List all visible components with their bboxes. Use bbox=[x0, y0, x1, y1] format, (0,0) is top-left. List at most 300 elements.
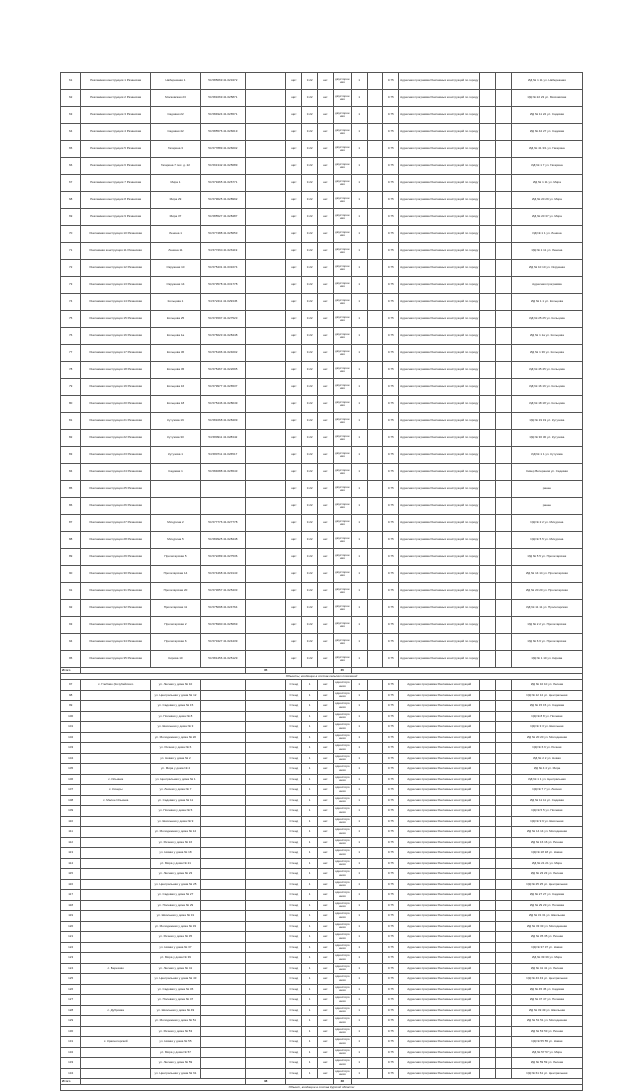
area-cell: 1 bbox=[302, 785, 318, 796]
empty-cell bbox=[496, 1037, 512, 1048]
light-cell: нет bbox=[318, 209, 334, 226]
empty-cell bbox=[496, 243, 512, 260]
description-cell: Адресная программа Рекламных конструкций bbox=[399, 911, 480, 922]
count-cell: 1 bbox=[351, 481, 367, 498]
empty-cell bbox=[480, 277, 496, 294]
type-cell: щит bbox=[286, 396, 302, 413]
light-cell: нет bbox=[318, 827, 334, 838]
description-cell: Адресная программа Рекламных конструкций по городу bbox=[399, 600, 480, 617]
sides-cell: двусторонняя bbox=[333, 413, 351, 430]
type-cell: Стенд bbox=[286, 1026, 302, 1037]
table-row bbox=[61, 396, 583, 413]
document-cell: ИД № 41 41 ул. Лесная bbox=[511, 963, 582, 974]
size-cell: 0.75 bbox=[383, 1058, 399, 1069]
empty-cell bbox=[367, 515, 383, 532]
empty-cell bbox=[496, 995, 512, 1006]
location-cell: с. Кочеры bbox=[81, 785, 151, 796]
document-cell: ИД № 16 16 ул. Речная bbox=[511, 837, 582, 848]
description-cell: Адресная программа Рекламных конструкций по городу bbox=[399, 515, 480, 532]
size-cell: 0.75 bbox=[383, 932, 399, 943]
empty-cell bbox=[245, 900, 286, 911]
empty-cell bbox=[496, 984, 512, 995]
size-cell: 0.75 bbox=[383, 795, 399, 806]
sides-cell: односторонняя bbox=[333, 974, 351, 985]
row-number: 105 bbox=[61, 764, 81, 775]
location-cell: Рекламная конструкция 15 Рязанская bbox=[81, 311, 151, 328]
address-cell: Кольцова 18 bbox=[151, 396, 201, 413]
empty-cell bbox=[367, 158, 383, 175]
document-cell: ИД № 18 18 ул. Кольцова bbox=[511, 396, 582, 413]
location-cell bbox=[81, 764, 151, 775]
address-cell: ул. Речная у дома № 53 bbox=[151, 1026, 201, 1037]
size-cell: 0.75 bbox=[383, 481, 399, 498]
area-cell: 3.22 bbox=[302, 328, 318, 345]
address-cell: Кольцова 1 bbox=[151, 294, 201, 311]
document-cell: ИД № 19 19 ул. Кутузова bbox=[511, 413, 582, 430]
table-row bbox=[61, 73, 583, 90]
count-cell: 1 bbox=[351, 1026, 367, 1037]
document-cell: ИД № 61 61 ул. Центральная bbox=[511, 1068, 582, 1079]
address-cell: Кольцова 36 bbox=[151, 345, 201, 362]
empty-cell bbox=[480, 447, 496, 464]
empty-cell bbox=[367, 869, 383, 880]
area-cell: 1 bbox=[302, 890, 318, 901]
sides-cell: односторонняя bbox=[333, 984, 351, 995]
area-cell: 1 bbox=[302, 711, 318, 722]
empty-cell bbox=[367, 753, 383, 764]
empty-cell bbox=[480, 464, 496, 481]
empty-cell bbox=[496, 481, 512, 498]
table-row bbox=[61, 226, 583, 243]
coordinates-cell: 54.581668 41.028409 bbox=[200, 413, 245, 430]
type-cell: Стенд bbox=[286, 953, 302, 964]
size-cell: 0.75 bbox=[383, 1005, 399, 1016]
row-number: 71 bbox=[61, 243, 81, 260]
sides-cell: двусторонняя bbox=[333, 243, 351, 260]
light-cell: нет bbox=[318, 1068, 334, 1079]
location-cell bbox=[81, 816, 151, 827]
light-cell: нет bbox=[318, 743, 334, 754]
empty-cell bbox=[480, 328, 496, 345]
document-cell: ИД № 1 1 ул. Кутузова bbox=[511, 447, 582, 464]
type-cell: щит bbox=[286, 124, 302, 141]
count-cell: 1 bbox=[351, 764, 367, 775]
document-cell: ИД № 33 33 ул. Молодежная bbox=[511, 921, 582, 932]
empty-cell bbox=[480, 1016, 496, 1027]
light-cell: нет bbox=[318, 711, 334, 722]
coordinates-cell bbox=[200, 921, 245, 932]
location-cell: Рекламная конструкция 20 Рязанская bbox=[81, 396, 151, 413]
area-cell: 1 bbox=[302, 816, 318, 827]
empty-cell bbox=[245, 774, 286, 785]
table-row bbox=[61, 837, 583, 848]
description-cell: Адресная программа Рекламных конструкций bbox=[399, 753, 480, 764]
type-cell: Стенд bbox=[286, 711, 302, 722]
sides-cell: односторонняя bbox=[333, 932, 351, 943]
empty-cell bbox=[367, 953, 383, 964]
empty-cell bbox=[367, 651, 383, 668]
type-cell: Стенд bbox=[286, 806, 302, 817]
size-cell: 0.75 bbox=[383, 345, 399, 362]
address-cell: ул. Лесная у дома № 41 bbox=[151, 963, 201, 974]
document-cell: ИД № 25 25 ул. Центральная bbox=[511, 879, 582, 890]
sides-cell: двусторонняя bbox=[333, 294, 351, 311]
description-cell: Адресная программа Рекламных конструкций по городу bbox=[399, 566, 480, 583]
table-row bbox=[61, 743, 583, 754]
count-cell: 1 bbox=[351, 158, 367, 175]
location-cell: с. Глебово (Кочубейского bbox=[81, 680, 151, 691]
empty-cell bbox=[245, 345, 286, 362]
document-cell: ИД № 6 6 ул. Речная bbox=[511, 743, 582, 754]
empty-cell bbox=[245, 1005, 286, 1016]
document-cell: ИД № 5 5 ул. Пролетарская bbox=[511, 549, 582, 566]
empty-cell bbox=[245, 848, 286, 859]
table-row bbox=[61, 141, 583, 158]
location-cell bbox=[81, 743, 151, 754]
sides-cell: двусторонняя bbox=[333, 90, 351, 107]
coordinates-cell: 54.577264 41.026119 bbox=[200, 243, 245, 260]
empty-cell bbox=[245, 795, 286, 806]
location-cell bbox=[81, 900, 151, 911]
type-cell: Стенд bbox=[286, 1058, 302, 1069]
count-cell: 1 bbox=[351, 413, 367, 430]
coordinates-cell bbox=[200, 984, 245, 995]
location-cell: Рекламная конструкция 14 Рязанская bbox=[81, 294, 151, 311]
row-number: 79 bbox=[61, 379, 81, 396]
location-cell bbox=[81, 995, 151, 1006]
empty-cell bbox=[496, 743, 512, 754]
count-cell: 1 bbox=[351, 532, 367, 549]
description-cell: Адресная программа Рекламных конструкций bbox=[399, 827, 480, 838]
coordinates-cell: 54.573427 41.024439 bbox=[200, 634, 245, 651]
empty-cell bbox=[480, 806, 496, 817]
description-cell: Адресная программа Рекламных конструкций bbox=[399, 942, 480, 953]
area-cell: 3.22 bbox=[302, 277, 318, 294]
empty-cell bbox=[245, 879, 286, 890]
address-cell: ул. Лесная у дома № 10 bbox=[151, 680, 201, 691]
empty-cell bbox=[480, 984, 496, 995]
table-row bbox=[61, 1068, 583, 1079]
sides-cell: двусторонняя bbox=[333, 617, 351, 634]
coordinates-cell bbox=[200, 932, 245, 943]
area-cell: 3.22 bbox=[302, 243, 318, 260]
count-cell: 1 bbox=[351, 294, 367, 311]
sides-cell: односторонняя bbox=[333, 1005, 351, 1016]
size-cell: 0.75 bbox=[383, 277, 399, 294]
empty-cell bbox=[245, 806, 286, 817]
location-cell bbox=[81, 848, 151, 859]
size-cell: 0.75 bbox=[383, 816, 399, 827]
location-cell: Рекламная конструкция 24 Рязанская bbox=[81, 464, 151, 481]
empty-cell bbox=[367, 192, 383, 209]
address-cell: Кутузова 19 bbox=[151, 413, 201, 430]
sides-cell: двусторонняя bbox=[333, 209, 351, 226]
empty-cell bbox=[480, 816, 496, 827]
count-cell: 1 bbox=[351, 73, 367, 90]
row-number: 87 bbox=[61, 515, 81, 532]
address-cell: ул. Полевая у дома № 29 bbox=[151, 900, 201, 911]
type-cell: щит bbox=[286, 600, 302, 617]
table-row bbox=[61, 732, 583, 743]
area-cell: 1 bbox=[302, 743, 318, 754]
empty-cell bbox=[480, 124, 496, 141]
location-cell bbox=[81, 1026, 151, 1037]
area-cell: 3.22 bbox=[302, 90, 318, 107]
empty-cell bbox=[480, 1068, 496, 1079]
document-cell: ИД № 20 20 ул. Пролетарская bbox=[511, 583, 582, 600]
empty-cell bbox=[480, 481, 496, 498]
light-cell: нет bbox=[318, 932, 334, 943]
section-heading: Объекты, входящие в состав сельских поселений bbox=[61, 674, 583, 680]
empty-cell bbox=[480, 890, 496, 901]
address-cell bbox=[151, 481, 201, 498]
address-cell: Кольцова 25 bbox=[151, 311, 201, 328]
row-number: 130 bbox=[61, 1026, 81, 1037]
coordinates-cell bbox=[200, 953, 245, 964]
empty-cell bbox=[480, 837, 496, 848]
empty-cell bbox=[245, 124, 286, 141]
location-cell: Рекламная конструкция 13 Рязанская bbox=[81, 277, 151, 294]
coordinates-cell: 54.575467 41.022695 bbox=[200, 362, 245, 379]
location-cell: Рекламная конструкция 22 Рязанская bbox=[81, 430, 151, 447]
type-cell: щит bbox=[286, 107, 302, 124]
document-cell: ИД № 31 31 ул. Школьная bbox=[511, 911, 582, 922]
empty-cell bbox=[496, 362, 512, 379]
empty-cell bbox=[496, 583, 512, 600]
coordinates-cell: 54.572289 41.027536 bbox=[200, 549, 245, 566]
table-row bbox=[61, 995, 583, 1006]
document-cell: ИД № 37 37 ул. Новая bbox=[511, 942, 582, 953]
coordinates-cell bbox=[200, 890, 245, 901]
size-cell: 0.75 bbox=[383, 806, 399, 817]
sides-cell: двусторонняя bbox=[333, 447, 351, 464]
address-cell: ул. Полевая у дома № 5 bbox=[151, 806, 201, 817]
empty-cell bbox=[245, 911, 286, 922]
empty-cell bbox=[480, 900, 496, 911]
empty-cell bbox=[496, 379, 512, 396]
coordinates-cell: 54.579465 41.026771 bbox=[200, 175, 245, 192]
type-cell: щит bbox=[286, 226, 302, 243]
light-cell: нет bbox=[318, 447, 334, 464]
empty-cell bbox=[245, 690, 286, 701]
sides-cell: односторонняя bbox=[333, 816, 351, 827]
empty-cell bbox=[480, 690, 496, 701]
area-cell: 3.22 bbox=[302, 532, 318, 549]
location-cell bbox=[81, 984, 151, 995]
table-row bbox=[61, 869, 583, 880]
coordinates-cell: 54.574468 41.023143 bbox=[200, 566, 245, 583]
address-cell: ул. Школьная у дома № 3 bbox=[151, 722, 201, 733]
type-cell: щит bbox=[286, 651, 302, 668]
location-cell bbox=[81, 921, 151, 932]
document-cell: ИД № 7 7 ул. Лесная bbox=[511, 785, 582, 796]
coordinates-cell bbox=[200, 858, 245, 869]
empty-cell bbox=[367, 294, 383, 311]
location-cell bbox=[81, 711, 151, 722]
empty-cell bbox=[496, 532, 512, 549]
document-cell: ИД № 30 30 ул. Кутузова bbox=[511, 430, 582, 447]
table-row bbox=[61, 953, 583, 964]
count-cell: 1 bbox=[351, 1047, 367, 1058]
address-cell: ул. Молодежная у дома № 51 bbox=[151, 1016, 201, 1027]
count-cell: 1 bbox=[351, 1016, 367, 1027]
table-row bbox=[61, 911, 583, 922]
address-cell: Кутузова 30 bbox=[151, 430, 201, 447]
empty-cell bbox=[480, 848, 496, 859]
document-cell: ИД № 49 49 ул. Школьная bbox=[511, 1005, 582, 1016]
sides-cell: двусторонняя bbox=[333, 124, 351, 141]
document-cell: ИД № 42 27 ул. Садовая bbox=[511, 124, 582, 141]
address-cell: Пролетарская 2 bbox=[151, 617, 201, 634]
count-cell: 1 bbox=[351, 743, 367, 754]
total-count: 38 bbox=[245, 1079, 286, 1085]
row-number: 100 bbox=[61, 711, 81, 722]
count-cell: 1 bbox=[351, 879, 367, 890]
description-cell: Адресная программа Рекламных конструкций bbox=[399, 722, 480, 733]
empty-cell bbox=[367, 1037, 383, 1048]
size-cell: 0.75 bbox=[383, 848, 399, 859]
footer-row bbox=[61, 1085, 583, 1091]
row-number: 90 bbox=[61, 566, 81, 583]
document-cell: ранее bbox=[511, 481, 582, 498]
address-cell: ул. Молодежная у дома № 14 bbox=[151, 827, 201, 838]
sides-cell: односторонняя bbox=[333, 743, 351, 754]
type-cell: щит bbox=[286, 549, 302, 566]
empty-cell bbox=[480, 413, 496, 430]
location-cell: Рекламная конструкция 30 Рязанская bbox=[81, 566, 151, 583]
count-cell: 1 bbox=[351, 209, 367, 226]
size-cell: 0.75 bbox=[383, 583, 399, 600]
empty-cell bbox=[480, 294, 496, 311]
area-cell: 3.22 bbox=[302, 515, 318, 532]
size-cell: 0.75 bbox=[383, 464, 399, 481]
area-cell: 3.22 bbox=[302, 549, 318, 566]
count-cell: 1 bbox=[351, 953, 367, 964]
sides-cell: односторонняя bbox=[333, 795, 351, 806]
empty-cell bbox=[496, 107, 512, 124]
description-cell: Адресная программа Рекламных конструкций bbox=[399, 774, 480, 785]
empty-cell bbox=[496, 90, 512, 107]
light-cell: нет bbox=[318, 858, 334, 869]
empty-cell bbox=[245, 226, 286, 243]
row-number: 63 bbox=[61, 107, 81, 124]
light-cell: нет bbox=[318, 634, 334, 651]
description-cell: Адресная программа Рекламных конструкций по городу bbox=[399, 481, 480, 498]
description-cell: Адресная программа Рекламных конструкций по городу bbox=[399, 583, 480, 600]
address-cell: Мира 37 bbox=[151, 209, 201, 226]
row-number: 111 bbox=[61, 827, 81, 838]
size-cell: 0.75 bbox=[383, 743, 399, 754]
document-cell: ИД № 14 14 ул. Пролетарская bbox=[511, 566, 582, 583]
area-cell: 1 bbox=[302, 984, 318, 995]
empty-cell bbox=[245, 413, 286, 430]
empty-cell bbox=[367, 226, 383, 243]
coordinates-cell: 54.573657 41.025433 bbox=[200, 583, 245, 600]
row-number: 116 bbox=[61, 879, 81, 890]
address-cell: Пролетарская 14 bbox=[151, 566, 201, 583]
row-number: 62 bbox=[61, 90, 81, 107]
empty-cell bbox=[367, 911, 383, 922]
light-cell: нет bbox=[318, 175, 334, 192]
address-cell: ул. Новая у дома № 2 bbox=[151, 753, 201, 764]
coordinates-cell: 54.580911 41.028342 bbox=[200, 430, 245, 447]
light-cell: нет bbox=[318, 430, 334, 447]
type-cell: Стенд bbox=[286, 701, 302, 712]
row-number: 103 bbox=[61, 743, 81, 754]
empty-cell bbox=[367, 1005, 383, 1016]
size-cell: 0.75 bbox=[383, 566, 399, 583]
light-cell: нет bbox=[318, 396, 334, 413]
location-cell bbox=[81, 1047, 151, 1058]
coordinates-cell bbox=[200, 1005, 245, 1016]
location-cell: Рекламная конструкция 29 Рязанская bbox=[81, 549, 151, 566]
table-row bbox=[61, 430, 583, 447]
type-cell: щит bbox=[286, 447, 302, 464]
empty-cell bbox=[496, 515, 512, 532]
coordinates-cell bbox=[200, 848, 245, 859]
size-cell: 0.75 bbox=[383, 498, 399, 515]
count-cell: 1 bbox=[351, 566, 367, 583]
address-cell: Окружная 10 bbox=[151, 260, 201, 277]
count-cell: 1 bbox=[351, 680, 367, 691]
light-cell: нет bbox=[318, 953, 334, 964]
empty-cell bbox=[245, 175, 286, 192]
type-cell: Стенд bbox=[286, 890, 302, 901]
area-cell: 3.22 bbox=[302, 107, 318, 124]
location-cell bbox=[81, 1058, 151, 1069]
table-row bbox=[61, 1058, 583, 1069]
location-cell bbox=[81, 1016, 151, 1027]
row-number: 133 bbox=[61, 1058, 81, 1069]
sides-cell: односторонняя bbox=[333, 680, 351, 691]
empty-cell bbox=[496, 1068, 512, 1079]
document-cell: ИД № 57 57 ул. Мира bbox=[511, 1047, 582, 1058]
table-row bbox=[61, 192, 583, 209]
sides-cell: односторонняя bbox=[333, 785, 351, 796]
empty-cell bbox=[496, 498, 512, 515]
empty-cell bbox=[480, 974, 496, 985]
empty-cell bbox=[496, 869, 512, 880]
location-cell bbox=[81, 858, 151, 869]
area-cell: 3.22 bbox=[302, 600, 318, 617]
count-cell: 1 bbox=[351, 192, 367, 209]
count-cell: 1 bbox=[351, 379, 367, 396]
empty-cell bbox=[367, 743, 383, 754]
description-cell: Адресная программа Рекламных конструкций по городу bbox=[399, 379, 480, 396]
empty-cell bbox=[245, 192, 286, 209]
description-cell: Адресная программа Рекламных конструкций bbox=[399, 1068, 480, 1079]
empty-cell bbox=[496, 158, 512, 175]
size-cell: 0.75 bbox=[383, 226, 399, 243]
document-cell: ИД № 21 21 ул. Мира bbox=[511, 858, 582, 869]
description-cell: Адресная программа Рекламных конструкций bbox=[399, 932, 480, 943]
count-cell: 1 bbox=[351, 90, 367, 107]
type-cell: Стенд bbox=[286, 1016, 302, 1027]
coordinates-cell: 54.577488 41.025653 bbox=[200, 226, 245, 243]
sides-cell: двусторонняя bbox=[333, 634, 351, 651]
row-number: 122 bbox=[61, 942, 81, 953]
empty-cell bbox=[480, 942, 496, 953]
area-cell: 3.22 bbox=[302, 362, 318, 379]
light-cell: нет bbox=[318, 532, 334, 549]
address-cell: ул. Школьная у дома № 9 bbox=[151, 816, 201, 827]
sides-cell: односторонняя bbox=[333, 911, 351, 922]
area-cell: 3.22 bbox=[302, 73, 318, 90]
sides-cell: двусторонняя bbox=[333, 277, 351, 294]
address-cell: Садовая 1 bbox=[151, 464, 201, 481]
description-cell: Адресная программа Рекламных конструкций по городу bbox=[399, 447, 480, 464]
empty-cell bbox=[367, 1047, 383, 1058]
